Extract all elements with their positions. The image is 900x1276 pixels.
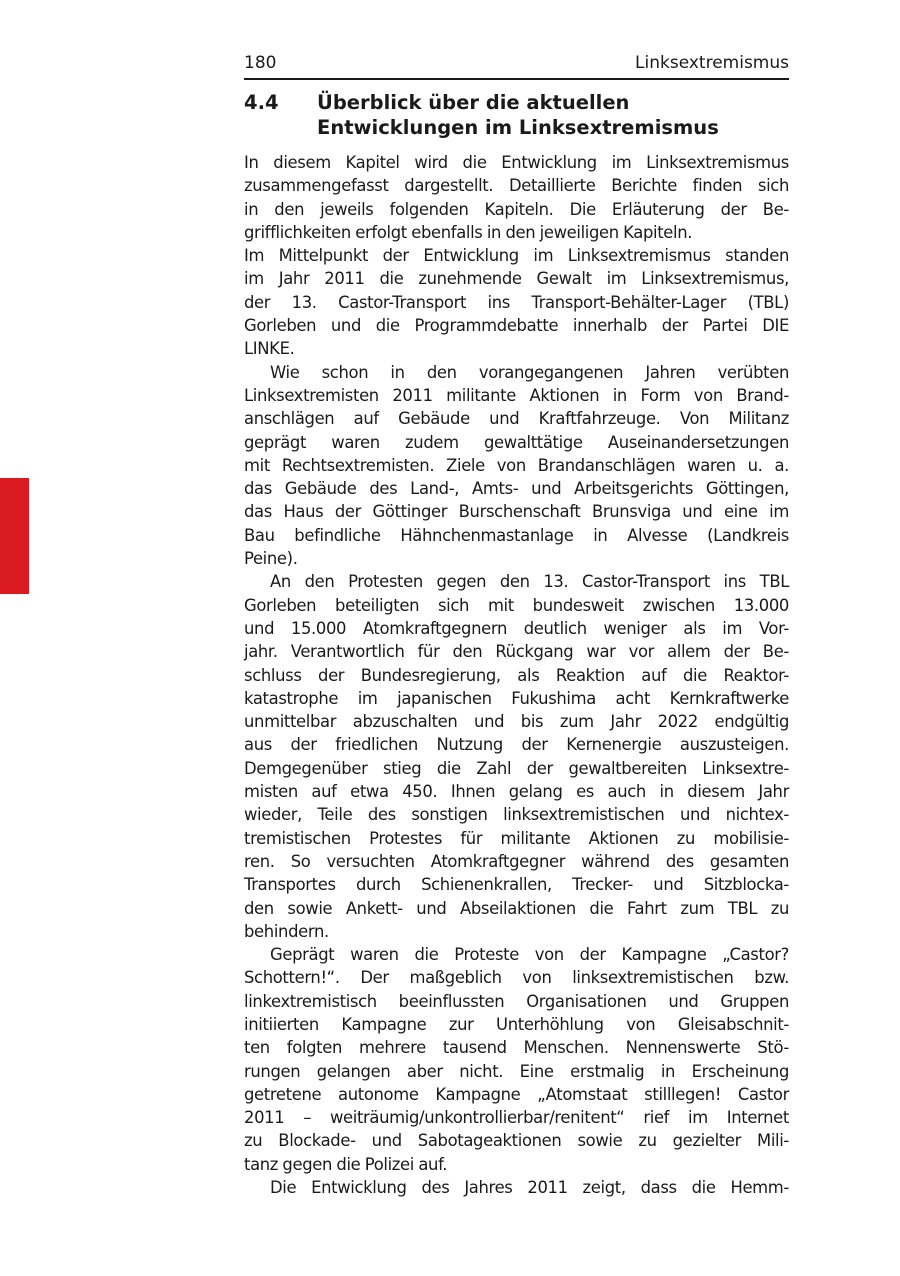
page-number: 180	[244, 53, 277, 73]
text-line: Peine).	[244, 549, 298, 569]
text-line: katastrophe im japanischen Fukushima acht Kernkraftwerke	[244, 688, 789, 708]
text-line: Linksextremisten 2011 militante Aktionen in Form von Brand-	[244, 385, 789, 405]
section-title	[317, 90, 797, 140]
text-line: zu Blockade- und Sabotageaktionen sowie zu gezielter Mili-	[244, 1131, 789, 1151]
text-line: Bau befindliche Hähnchenmastanlage in Alvesse (Landkreis	[244, 525, 789, 545]
text-line: anschlägen auf Gebäude und Kraftfahrzeuge. Von Militanz	[244, 409, 789, 429]
text-line: misten auf etwa 450. Ihnen gelang es auch in diesem Jahr	[244, 782, 789, 802]
text-line: Wie schon in den vorangegangenen Jahren verübten	[270, 362, 789, 382]
text-line: Transportes durch Schienenkrallen, Trecker- und Sitzblocka-	[244, 875, 789, 895]
text-line: das Gebäude des Land-, Amts- und Arbeitsgerichts Göttingen,	[244, 479, 789, 499]
text-line: In diesem Kapitel wird die Entwicklung im Linksextremismus	[244, 153, 789, 172]
text-line: An den Protesten gegen den 13. Castor-Transport ins TBL	[270, 572, 789, 592]
text-line: ren. So versuchten Atomkraftgegner während des gesamten	[244, 851, 789, 871]
text-line: den sowie Ankett- und Abseilaktionen die Fahrt zum TBL zu	[244, 898, 789, 918]
text-line: Gorleben und die Programmdebatte innerhalb der Partei DIE	[244, 316, 789, 336]
text-line: der 13. Castor-Transport ins Transport-Behälter-Lager (TBL)	[244, 292, 789, 312]
text-line: grifflichkeiten erfolgt ebenfalls in den jeweiligen Kapiteln.	[244, 222, 693, 242]
text-line: unmittelbar abzuschalten und bis zum Jahr 2022 endgültig	[244, 712, 789, 732]
page-header	[244, 52, 789, 80]
text-line: Demgegenüber stieg die Zahl der gewaltbereiten Linksextre-	[244, 758, 789, 778]
section-title-line: Entwicklungen im Linksextremismus	[317, 116, 719, 139]
text-line: Geprägt waren die Proteste von der Kampagne „Castor?	[270, 945, 789, 965]
text-line: behindern.	[244, 921, 329, 941]
text-line: jahr. Verantwortlich für den Rückgang war vor allem der Be-	[244, 642, 789, 662]
text-line: Schottern!“. Der maßgeblich von linksextremistischen bzw.	[244, 968, 789, 988]
text-line: Im Mittelpunkt der Entwicklung im Linksextremismus standen	[244, 246, 789, 266]
text-line: mit Rechtsextremisten. Ziele von Brandanschlägen waren u. a.	[244, 455, 789, 475]
section-number: 4.4	[244, 91, 279, 114]
text-line: LINKE.	[244, 339, 295, 359]
section-title-line: Überblick über die aktuellen	[317, 91, 630, 114]
text-line: geprägt waren zudem gewalttätige Auseinandersetzungen	[244, 432, 789, 452]
text-line: zusammengefasst dargestellt. Detaillierte Berichte finden sich	[244, 176, 789, 196]
text-line: initiierten Kampagne zur Unterhöhlung von Gleisabschnit-	[244, 1014, 789, 1034]
text-line: in den jeweils folgenden Kapiteln. Die Erläuterung der Be-	[244, 199, 789, 219]
text-line: das Haus der Göttinger Burschenschaft Brunsviga und eine im	[244, 502, 789, 522]
text-line: und 15.000 Atomkraftgegnern deutlich weniger als im Vor-	[244, 618, 789, 638]
running-title: Linksextremismus	[635, 53, 789, 73]
text-line: ten folgten mehrere tausend Menschen. Nennenswerte Stö-	[244, 1038, 789, 1058]
text-line: aus der friedlichen Nutzung der Kernenergie auszusteigen.	[244, 735, 789, 755]
text-line: 2011 – weiträumig/unkontrollierbar/renitent“ rief im Internet	[244, 1108, 789, 1128]
text-line: linkextremistisch beeinflussten Organisationen und Gruppen	[244, 991, 789, 1011]
text-line: Gorleben beteiligten sich mit bundesweit zwischen 13.000	[244, 595, 789, 615]
text-line: rungen gelangen aber nicht. Eine erstmalig in Erscheinung	[244, 1061, 789, 1081]
text-line: Die Entwicklung des Jahres 2011 zeigt, dass die Hemm-	[270, 1178, 789, 1198]
chapter-marker-tab	[0, 478, 29, 594]
text-line: getretene autonome Kampagne „Atomstaat stilllegen! Castor	[244, 1084, 789, 1104]
body-text	[244, 151, 789, 1199]
text-line: tremistischen Protestes für militante Aktionen zu mobilisie-	[244, 828, 789, 848]
text-line: im Jahr 2011 die zunehmende Gewalt im Linksextremismus,	[244, 269, 789, 289]
text-line: tanz gegen die Polizei auf.	[244, 1154, 448, 1174]
text-line: wieder, Teile des sonstigen linksextremistischen und nichtex-	[244, 805, 789, 825]
text-line: schluss der Bundesregierung, als Reaktion auf die Reaktor-	[244, 665, 789, 685]
